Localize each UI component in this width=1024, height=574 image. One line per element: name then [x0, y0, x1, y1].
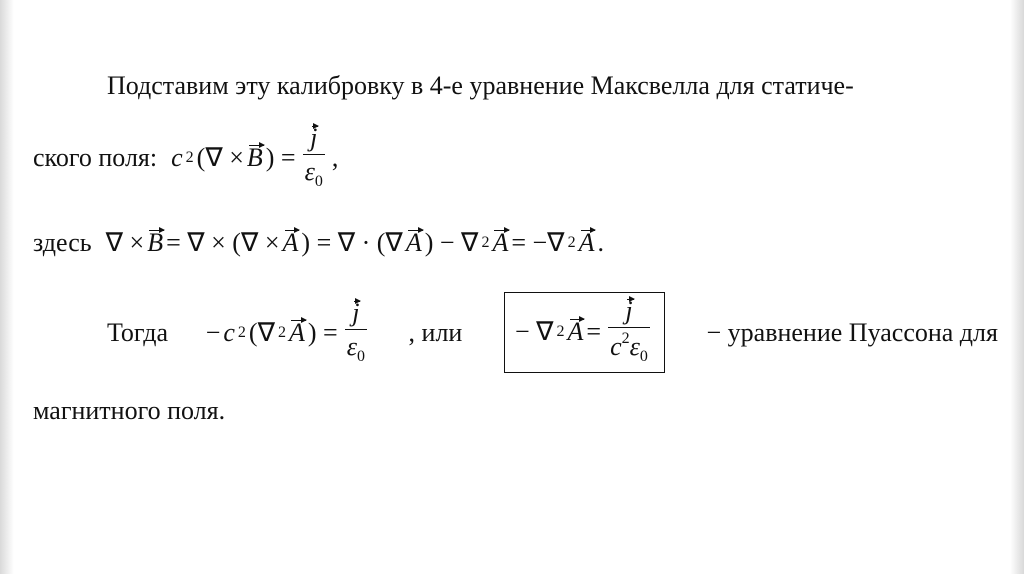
eq1-close: ) = [265, 142, 296, 172]
expr-vector-a4: A [578, 228, 595, 257]
expr-end: . [597, 228, 604, 257]
poisson-intermediate-equation [206, 299, 371, 366]
expr-vector-a3: A [492, 228, 509, 257]
eq1-denominator: ε [304, 157, 315, 187]
boxed-minus-nabla: − ∇ [514, 316, 554, 346]
boxed-fraction [608, 297, 650, 366]
eq3-power: 2 [237, 323, 246, 341]
eq3-denominator: ε [346, 332, 357, 362]
expr-vector-a2: A [405, 228, 422, 257]
eq1-fraction [303, 124, 325, 191]
curl-identity-expression [106, 228, 604, 258]
paragraph-1-line-1 [107, 71, 998, 101]
expr-part-c: ) = ∇ · (∇ [301, 228, 403, 257]
boxed-vector-a: A [567, 316, 584, 346]
paragraph-3-suffix: − уравнение Пуассона для [706, 317, 998, 347]
boxed-poisson-equation [504, 292, 665, 373]
eq1-denominator-sub: 0 [314, 173, 323, 191]
maxwell-equation [171, 124, 338, 191]
paragraph-3-line-2 [33, 396, 998, 426]
eq3-numerator: j [352, 298, 360, 327]
eq1-vector-b: B [246, 142, 263, 172]
conjunction-text: , или [408, 317, 463, 347]
expr-vector-b: B [147, 228, 164, 257]
boxed-numerator: j [625, 296, 633, 325]
eq1-open: (∇ × [196, 142, 244, 172]
boxed-den-sub: 0 [639, 348, 648, 366]
paragraph-3-prefix: Тогда [107, 317, 169, 347]
paragraph-1-prefix: ского поля: [33, 142, 158, 172]
eq3-open: (∇ [248, 317, 275, 347]
eq1-c: c [171, 142, 183, 172]
paragraph-3-end-text: магнитного поля. [33, 396, 226, 425]
eq3-fraction [345, 299, 367, 366]
paragraph-1-line-2 [33, 124, 998, 191]
eq1-power: 2 [185, 148, 194, 166]
expr-part-e: = −∇ [511, 228, 565, 257]
boxed-den-eps: ε [629, 332, 640, 362]
paragraph-1-text: Подставим эту калибровку в 4-е уравнение Максвелла для статиче- [107, 71, 854, 100]
boxed-den-power: 2 [621, 330, 630, 348]
paragraph-2 [33, 228, 998, 258]
boxed-den-c: c [610, 332, 622, 362]
expr-power-2: 2 [567, 234, 576, 251]
eq3-close: ) = [307, 317, 338, 347]
expr-part-b: = ∇ × (∇ × [166, 228, 280, 257]
eq3-minus: − [205, 317, 221, 347]
paragraph-3-line-1 [107, 292, 998, 373]
eq3-denominator-sub: 0 [356, 348, 365, 366]
eq3-c: c [223, 317, 235, 347]
expr-part-d: ) − ∇ [424, 228, 479, 257]
expr-part-a: ∇ × [105, 228, 145, 257]
expr-power-1: 2 [481, 234, 490, 251]
boxed-equals: = [586, 316, 602, 346]
eq1-numerator: j [310, 123, 318, 152]
eq1-comma: , [331, 142, 339, 172]
eq3-nabla-power: 2 [277, 323, 286, 341]
paragraph-2-prefix: здесь [33, 228, 92, 257]
expr-vector-a1: A [282, 228, 299, 257]
eq3-vector-a: A [288, 317, 305, 347]
boxed-power: 2 [556, 322, 565, 340]
